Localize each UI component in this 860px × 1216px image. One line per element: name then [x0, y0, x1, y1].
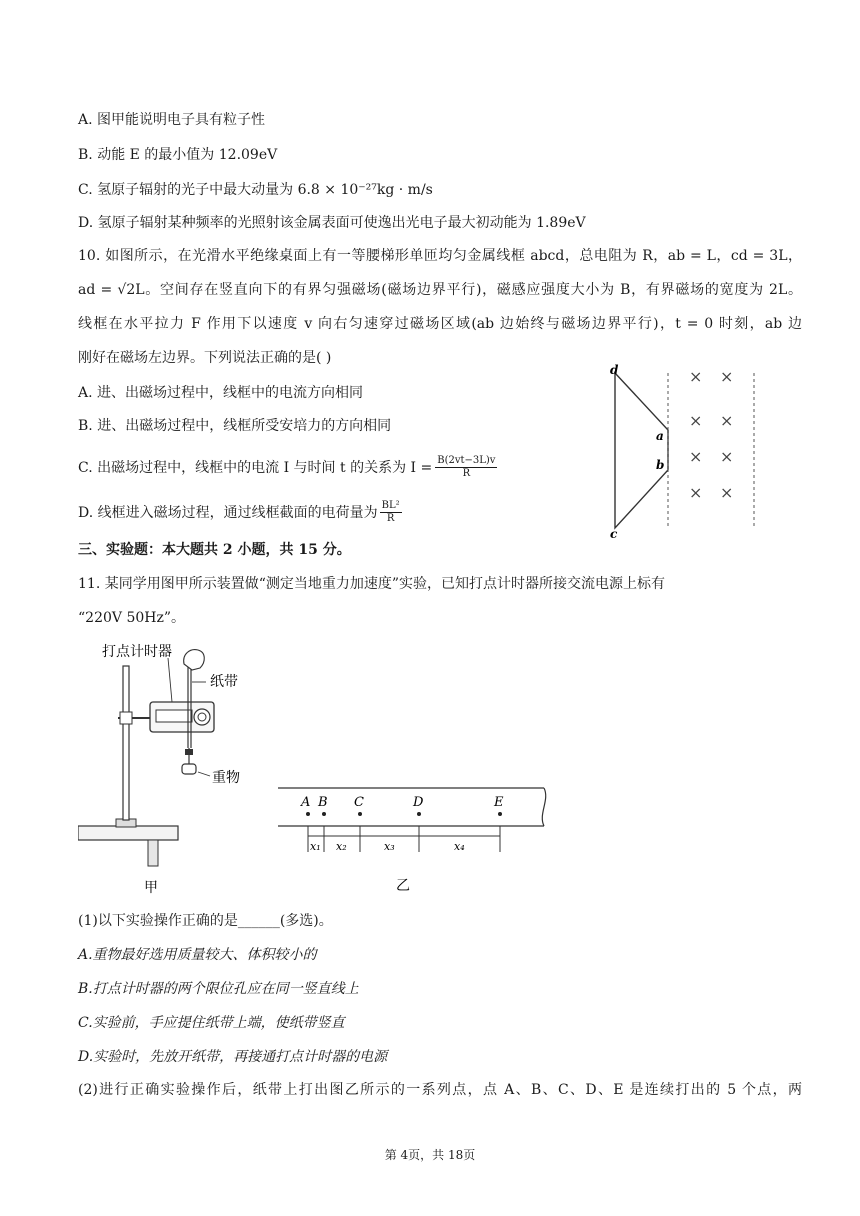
- point-c: [358, 812, 362, 816]
- tape-label: 纸带: [210, 674, 238, 690]
- vertex-d-label: d: [610, 363, 619, 377]
- vertex-b-label: b: [656, 458, 665, 472]
- tape-point-labels: [300, 795, 504, 810]
- point-c-label: C: [354, 795, 364, 810]
- q11-option-b: B.打点计时器的两个限位孔应在同一竖直线上: [78, 981, 359, 997]
- timer-coil-inner: [198, 713, 206, 721]
- q10-stem-line4: 刚好在磁场左边界。下列说法正确的是( ): [78, 350, 332, 366]
- q10-option-c-denominator: R: [462, 468, 471, 479]
- apparatus-caption: 甲: [144, 880, 158, 896]
- page-footer: 第 4页，共 18页: [384, 1148, 476, 1162]
- q10-option-d: [78, 500, 402, 525]
- q10-option-c-fraction: [435, 455, 497, 480]
- interval-x4-label: x₄: [454, 840, 465, 853]
- q10-option-d-fraction: [380, 500, 402, 525]
- interval-x3-label: x₃: [384, 840, 395, 853]
- vertex-a-label: a: [656, 429, 664, 443]
- point-b-label: B: [318, 795, 328, 810]
- q10-stem-line2: ad = √2L。空间存在竖直向下的有界匀强磁场(磁场边界平行)，磁感应强度大小为 B，有界磁场的宽度为 2L。: [78, 282, 802, 298]
- weight-icon: [182, 764, 196, 774]
- field-mark: ×: [689, 367, 703, 386]
- point-b: [322, 812, 326, 816]
- q11-option-a: A.重物最好选用质量较大、体积较小的: [78, 947, 317, 963]
- point-a-label: A: [301, 795, 311, 810]
- tape-torn-edge: [542, 788, 545, 826]
- point-e: [498, 812, 502, 816]
- stand-base: [78, 826, 178, 840]
- interval-labels: [310, 840, 465, 853]
- trapezoid-frame-outline: [615, 373, 668, 528]
- timer-label: 打点计时器: [102, 644, 172, 660]
- interval-x1-label: x₁: [310, 840, 321, 853]
- q10-option-a: A. 进、出磁场过程中，线框中的电流方向相同: [78, 385, 364, 401]
- weight-label: 重物: [212, 770, 240, 786]
- tape-clip: [185, 749, 193, 755]
- timer-slot: [156, 710, 192, 722]
- q10-option-c-numerator: B(2vt−3L)v: [437, 455, 496, 466]
- q11-part1: (1)以下实验操作正确的是______(多选)。: [78, 913, 333, 929]
- field-mark: ×: [689, 411, 703, 430]
- point-a: [306, 812, 310, 816]
- q10-option-d-denominator: R: [386, 513, 395, 524]
- field-mark: ×: [689, 483, 703, 502]
- field-mark: ×: [689, 447, 703, 466]
- section-3-heading: 三、实验题：本大题共 2 小题，共 15 分。: [78, 542, 351, 558]
- q10-option-c-text: C. 出磁场过程中，线框中的电流 I 与时间 t 的关系为 I =: [78, 459, 433, 476]
- weight-leader-line: [198, 772, 210, 776]
- point-d: [417, 812, 421, 816]
- q9-option-d: D. 氢原子辐射某种频率的光照射该金属表面可使逸出光电子最大初动能为 1.89eV: [78, 215, 586, 231]
- field-mark: ×: [720, 483, 734, 502]
- q10-stem-line3: 线框在水平拉力 F 作用下以速度 v 向右匀速穿过磁场区域(ab 边始终与磁场边界平行)，t = 0 时刻，ab 边: [78, 316, 802, 332]
- point-e-label: E: [494, 795, 504, 810]
- field-marks: [689, 367, 733, 502]
- q11-stem-line2: “220V 50Hz”。: [78, 610, 185, 626]
- field-mark: ×: [720, 447, 734, 466]
- point-d-label: D: [413, 795, 424, 810]
- timer-leader-line: [168, 658, 172, 702]
- q10-option-b: B. 进、出磁场过程中，线框所受安培力的方向相同: [78, 418, 392, 434]
- trapezoid-frame-figure: [600, 358, 770, 543]
- q10-option-c: [78, 455, 497, 480]
- apparatus-figure: [78, 636, 268, 898]
- q10-option-d-numerator: BL²: [381, 500, 400, 511]
- field-mark: ×: [720, 411, 734, 430]
- stand-rod: [123, 666, 129, 820]
- clamp-knob: [120, 712, 132, 724]
- field-mark: ×: [720, 367, 734, 386]
- tape-points: [306, 812, 502, 816]
- q10-option-d-text: D. 线框进入磁场过程，通过线框截面的电荷量为: [78, 504, 378, 521]
- q10-stem-line1: 10. 如图所示，在光滑水平绝缘桌面上有一等腰梯形单匝均匀金属线框 abcd，总电阻为 R，ab = L，cd = 3L，: [78, 248, 802, 264]
- q11-stem-line1: 11. 某同学用图甲所示装置做“测定当地重力加速度”实验，已知打点计时器所接交流电源上标有: [78, 576, 666, 592]
- table-leg: [148, 840, 158, 866]
- q11-option-c: C.实验前，手应提住纸带上端，使纸带竖直: [78, 1015, 345, 1031]
- tape-caption: 乙: [396, 878, 410, 894]
- interval-x2-label: x₂: [336, 840, 347, 853]
- q9-option-a: A. 图甲能说明电子具有粒子性: [78, 112, 266, 128]
- q11-option-d: D.实验时，先放开纸带，再接通打点计时器的电源: [78, 1049, 388, 1065]
- q9-option-b: B. 动能 E 的最小值为 12.09eV: [78, 147, 278, 163]
- q11-part2: (2)进行正确实验操作后，纸带上打出图乙所示的一系列点，点 A、B、C、D、E 是连续打出的 5 个点，两: [78, 1082, 802, 1098]
- vertex-c-label: c: [610, 527, 618, 541]
- hand-icon: [184, 650, 205, 670]
- q9-option-c: C. 氢原子辐射的光子中最大动量为 6.8 × 10⁻²⁷kg · m/s: [78, 182, 433, 198]
- paper-tape-figure: [278, 782, 550, 894]
